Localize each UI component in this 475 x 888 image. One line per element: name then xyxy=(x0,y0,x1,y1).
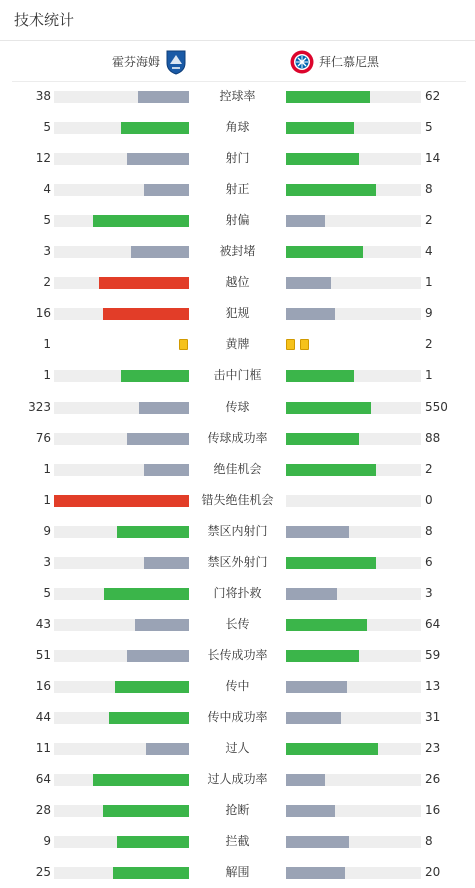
stat-row xyxy=(0,392,475,423)
home-value: 1 xyxy=(43,337,51,352)
away-value: 6 xyxy=(425,554,433,569)
home-bar-track xyxy=(54,650,189,662)
away-bar-track xyxy=(286,370,421,382)
stat-label: 长传 xyxy=(225,616,250,631)
home-bar-track xyxy=(54,681,189,693)
away-value: 59 xyxy=(425,647,441,662)
away-bar-track xyxy=(286,557,421,569)
home-bar-fill xyxy=(93,774,189,786)
home-value: 51 xyxy=(35,647,51,662)
yellow-card-icon xyxy=(179,339,188,350)
stat-label: 绝佳机会 xyxy=(213,461,262,476)
away-value: 26 xyxy=(425,772,441,787)
away-value: 2 xyxy=(425,337,433,352)
stat-label: 解围 xyxy=(225,865,250,880)
home-value: 16 xyxy=(35,678,51,693)
home-bar-fill xyxy=(113,867,189,879)
away-bar-track xyxy=(286,184,421,196)
away-value: 2 xyxy=(425,461,433,476)
away-value: 1 xyxy=(425,275,433,290)
home-bar-track xyxy=(54,867,189,879)
away-bar-fill xyxy=(286,557,376,569)
away-value: 4 xyxy=(425,244,433,259)
home-bar-fill xyxy=(146,743,189,755)
home-bar-fill xyxy=(144,557,189,569)
away-bar-track xyxy=(286,681,421,693)
stat-label: 传中 xyxy=(225,678,250,693)
stat-label: 过人成功率 xyxy=(207,772,268,787)
stat-label: 射正 xyxy=(225,182,250,197)
home-value: 64 xyxy=(35,772,51,787)
away-value: 8 xyxy=(425,523,433,538)
home-value: 11 xyxy=(35,741,51,756)
away-bar-fill xyxy=(286,215,325,227)
away-bar-fill xyxy=(286,277,331,289)
away-value: 23 xyxy=(425,741,441,756)
away-bar-track xyxy=(286,712,421,724)
stat-label: 击中门框 xyxy=(213,368,262,383)
away-value: 550 xyxy=(425,399,448,414)
away-bar-track xyxy=(286,246,421,258)
home-bar-track xyxy=(54,743,189,755)
away-bar-fill xyxy=(286,464,376,476)
home-bar-fill xyxy=(127,153,189,165)
away-bar-fill xyxy=(286,681,347,693)
stat-row xyxy=(0,298,475,329)
home-value: 2 xyxy=(43,275,51,290)
home-bar-track xyxy=(54,122,189,134)
away-bar-fill xyxy=(286,153,359,165)
home-value: 5 xyxy=(43,213,51,228)
away-bar-track xyxy=(286,650,421,662)
home-value: 1 xyxy=(43,492,51,507)
away-bar-track xyxy=(286,526,421,538)
away-bar-track xyxy=(286,619,421,631)
away-bar-track xyxy=(286,588,421,600)
home-value: 5 xyxy=(43,585,51,600)
stat-row xyxy=(0,485,475,516)
away-value: 9 xyxy=(425,306,433,321)
away-bar-fill xyxy=(286,433,359,445)
home-value: 76 xyxy=(35,430,51,445)
stat-label: 被封堵 xyxy=(219,244,256,259)
stat-label: 门将扑救 xyxy=(213,585,262,600)
away-bar-fill xyxy=(286,805,335,817)
away-value: 1 xyxy=(425,368,433,383)
stat-row xyxy=(0,578,475,609)
stat-label: 禁区内射门 xyxy=(207,523,268,538)
stat-row xyxy=(0,454,475,485)
away-bar-fill xyxy=(286,526,349,538)
home-bar-track xyxy=(54,464,189,476)
page-title: 技术统计 xyxy=(14,11,75,29)
away-bar-track xyxy=(286,495,421,507)
home-value: 25 xyxy=(35,865,51,880)
away-value: 62 xyxy=(425,89,441,103)
home-value: 16 xyxy=(35,306,51,321)
home-bar-track xyxy=(54,712,189,724)
away-cards xyxy=(286,339,421,351)
away-bar-fill xyxy=(286,122,354,134)
home-bar-track xyxy=(54,836,189,848)
away-value: 8 xyxy=(425,182,433,197)
stat-row xyxy=(0,795,475,826)
home-bar-fill xyxy=(103,308,189,320)
home-bar-track xyxy=(54,557,189,569)
away-team-name: 拜仁慕尼黑 xyxy=(319,55,380,69)
away-value: 31 xyxy=(425,710,441,724)
stat-label: 角球 xyxy=(225,120,250,135)
home-bar-track xyxy=(54,588,189,600)
home-value: 12 xyxy=(35,151,51,166)
home-bar-fill xyxy=(93,215,189,227)
away-bar-track xyxy=(286,743,421,755)
stat-row xyxy=(0,143,475,174)
home-bar-track xyxy=(54,246,189,258)
away-value: 20 xyxy=(425,865,441,880)
home-value: 1 xyxy=(43,461,51,476)
away-bar-fill xyxy=(286,402,371,414)
stat-label: 黄牌 xyxy=(225,337,250,352)
stat-row xyxy=(0,733,475,764)
away-bar-track xyxy=(286,464,421,476)
away-bar-fill xyxy=(286,91,370,103)
home-bar-fill xyxy=(115,681,189,693)
home-bar-fill xyxy=(138,91,189,103)
away-bar-fill xyxy=(286,370,354,382)
away-bar-track xyxy=(286,308,421,320)
stat-label: 禁区外射门 xyxy=(207,554,268,569)
stat-row xyxy=(0,671,475,702)
stat-label: 射门 xyxy=(225,151,250,166)
home-value: 9 xyxy=(43,523,51,538)
stat-row xyxy=(0,329,475,360)
stat-row xyxy=(0,205,475,236)
stat-row xyxy=(0,826,475,857)
away-bar-track xyxy=(286,402,421,414)
away-value: 0 xyxy=(425,492,433,507)
away-value: 13 xyxy=(425,678,441,693)
away-bar-fill xyxy=(286,308,335,320)
home-bar-track xyxy=(54,402,189,414)
home-bar-fill xyxy=(121,122,189,134)
stat-row xyxy=(0,174,475,205)
stat-row xyxy=(0,267,475,298)
stat-row xyxy=(0,516,475,547)
away-bar-fill xyxy=(286,743,378,755)
home-bar-track xyxy=(54,215,189,227)
home-bar-fill xyxy=(117,526,189,538)
hoffenheim-crest-icon xyxy=(165,49,187,75)
away-value: 64 xyxy=(425,616,441,631)
home-team-name: 霍芬海姆 xyxy=(112,55,161,69)
away-bar-fill xyxy=(286,619,367,631)
stat-label: 抢断 xyxy=(225,803,250,818)
home-bar-fill xyxy=(139,402,189,414)
stat-row xyxy=(0,81,475,112)
away-bar-track xyxy=(286,433,421,445)
home-value: 43 xyxy=(35,616,51,631)
home-value: 1 xyxy=(43,368,51,383)
stat-row xyxy=(0,764,475,795)
bayern-crest-icon xyxy=(290,50,314,74)
home-value: 5 xyxy=(43,120,51,135)
stat-label: 传球成功率 xyxy=(207,430,268,445)
stat-label: 控球率 xyxy=(219,89,256,103)
away-value: 5 xyxy=(425,120,433,135)
stat-label: 射偏 xyxy=(225,213,250,228)
stat-label: 越位 xyxy=(225,275,250,290)
away-bar-fill xyxy=(286,774,325,786)
away-bar-track xyxy=(286,774,421,786)
home-team-header[interactable] xyxy=(112,47,187,77)
home-bar-fill xyxy=(54,495,189,507)
home-bar-fill xyxy=(127,650,189,662)
stat-row xyxy=(0,547,475,578)
home-bar-track xyxy=(54,495,189,507)
away-bar-fill xyxy=(286,246,363,258)
home-bar-track xyxy=(54,184,189,196)
stat-row xyxy=(0,423,475,454)
home-bar-track xyxy=(54,91,189,103)
stat-row xyxy=(0,609,475,640)
stat-label: 拦截 xyxy=(225,834,250,849)
away-team-header[interactable] xyxy=(290,47,379,77)
home-bar-fill xyxy=(144,184,189,196)
away-bar-track xyxy=(286,91,421,103)
away-bar-fill xyxy=(286,650,359,662)
away-bar-track xyxy=(286,277,421,289)
stat-row xyxy=(0,857,475,888)
home-value: 9 xyxy=(43,834,51,849)
home-value: 4 xyxy=(43,182,51,197)
stat-row xyxy=(0,702,475,733)
away-bar-track xyxy=(286,836,421,848)
away-value: 3 xyxy=(425,585,433,600)
home-bar-track xyxy=(54,619,189,631)
away-value: 8 xyxy=(425,834,433,849)
divider xyxy=(0,40,475,41)
home-bar-fill xyxy=(127,433,189,445)
home-bar-track xyxy=(54,526,189,538)
home-value: 3 xyxy=(43,554,51,569)
away-bar-fill xyxy=(286,867,345,879)
stat-row xyxy=(0,360,475,391)
home-bar-track xyxy=(54,774,189,786)
home-bar-track xyxy=(54,153,189,165)
stat-label: 犯规 xyxy=(225,306,250,321)
home-bar-fill xyxy=(135,619,189,631)
home-cards xyxy=(54,339,189,351)
away-value: 14 xyxy=(425,151,441,166)
away-bar-fill xyxy=(286,836,349,848)
stat-row xyxy=(0,236,475,267)
stat-label: 长传成功率 xyxy=(207,647,268,662)
stat-row xyxy=(0,640,475,671)
away-bar-track xyxy=(286,122,421,134)
home-bar-fill xyxy=(121,370,189,382)
home-bar-fill xyxy=(131,246,189,258)
stat-row xyxy=(0,112,475,143)
stat-label: 错失绝佳机会 xyxy=(201,492,274,507)
away-bar-fill xyxy=(286,712,341,724)
away-bar-track xyxy=(286,215,421,227)
away-bar-fill xyxy=(286,184,376,196)
away-bar-track xyxy=(286,153,421,165)
home-bar-track xyxy=(54,277,189,289)
home-value: 3 xyxy=(43,244,51,259)
home-bar-fill xyxy=(144,464,189,476)
stat-label: 传中成功率 xyxy=(207,710,268,724)
home-bar-fill xyxy=(117,836,189,848)
away-bar-fill xyxy=(286,588,337,600)
stat-label: 传球 xyxy=(225,399,250,414)
home-value: 38 xyxy=(35,89,51,103)
home-bar-fill xyxy=(109,712,189,724)
home-bar-fill xyxy=(103,805,189,817)
away-bar-track xyxy=(286,867,421,879)
home-bar-track xyxy=(54,433,189,445)
home-bar-fill xyxy=(104,588,189,600)
home-bar-track xyxy=(54,370,189,382)
away-value: 2 xyxy=(425,213,433,228)
away-bar-track xyxy=(286,805,421,817)
home-bar-fill xyxy=(99,277,189,289)
home-bar-track xyxy=(54,308,189,320)
home-value: 323 xyxy=(28,399,51,414)
stat-label: 过人 xyxy=(225,741,250,756)
home-value: 44 xyxy=(35,710,51,724)
home-value: 28 xyxy=(35,803,51,818)
home-bar-track xyxy=(54,805,189,817)
yellow-card-icon xyxy=(300,339,309,350)
away-value: 88 xyxy=(425,430,441,445)
away-value: 16 xyxy=(425,803,441,818)
yellow-card-icon xyxy=(286,339,295,350)
